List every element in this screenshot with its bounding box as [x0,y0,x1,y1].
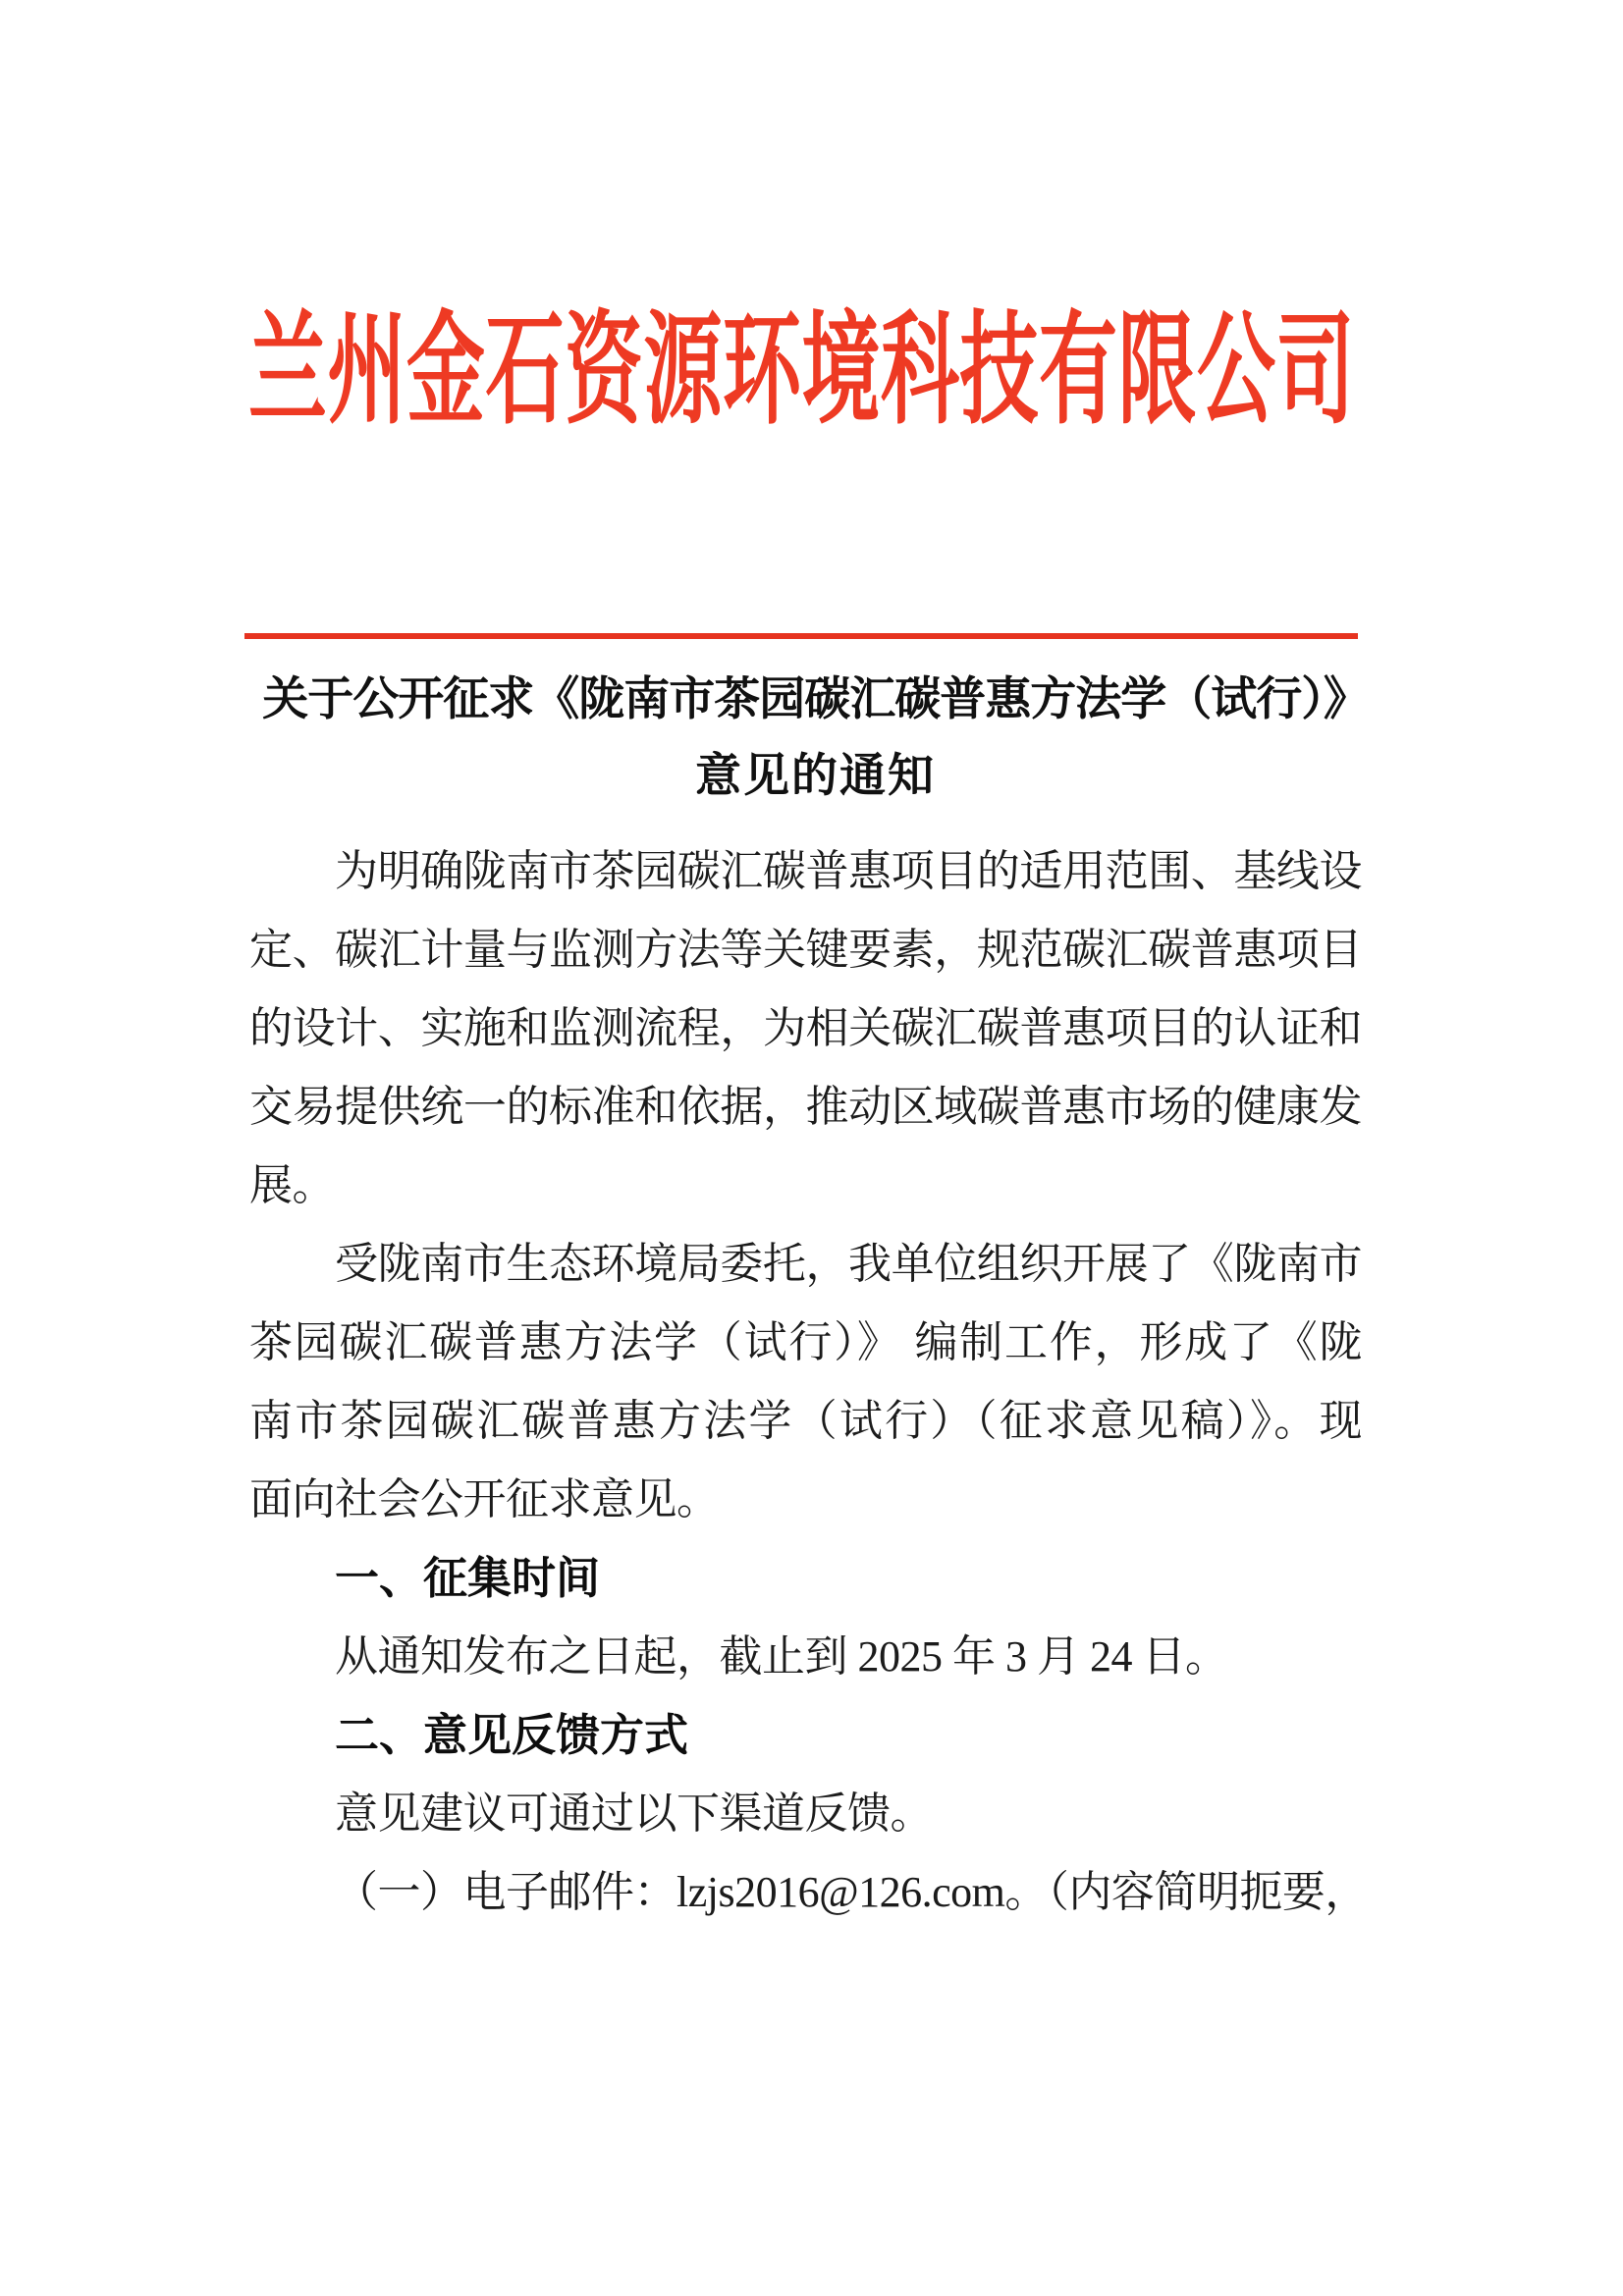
body-line-email: （一）电子邮件：lzjs2016@126.com。（内容简明扼要， [335,1868,1368,1916]
document-title-line-2: 意见的通知 [695,751,936,802]
body-line: 的设计、实施和监测流程，为相关碳汇碳普惠项目的认证和 [249,1004,1362,1052]
body-line: 交易提供统一的标准和依据，推动区域碳普惠市场的健康发 [249,1083,1362,1131]
body-line: 南市茶园碳汇碳普惠方法学（试行）（征求意见稿）》。现 [249,1397,1362,1445]
body-line: 意见建议可通过以下渠道反馈。 [335,1789,933,1838]
document-title-line-1: 关于公开征求《陇南市茶园碳汇碳普惠方法学（试行）》 [262,674,1369,725]
section-heading-feedback-method: 二、意见反馈方式 [335,1710,689,1760]
body-line: 定、碳汇计量与监测方法等关键要素，规范碳汇碳普惠项目 [249,926,1362,974]
letterhead-divider-line [244,633,1358,639]
body-line: 受陇南市生态环境局委托，我单位组织开展了《陇南市 [335,1240,1362,1288]
document-body [249,832,1368,1932]
body-line-deadline: 从通知发布之日起，截止到 2025 年 3 月 24 日。 [335,1632,1228,1681]
document-title [259,662,1372,815]
body-line: 茶园碳汇碳普惠方法学（试行）》 编制工作，形成了《陇 [249,1318,1362,1366]
body-line: 为明确陇南市茶园碳汇碳普惠项目的适用范围、基线设 [335,847,1362,895]
body-line: 面向社会公开征求意见。 [249,1475,720,1523]
section-heading-collection-time: 一、征集时间 [335,1553,601,1603]
letterhead-company-name: 兰州金石资源环境科技有限公司 [248,303,1355,439]
body-line: 展。 [249,1161,335,1209]
